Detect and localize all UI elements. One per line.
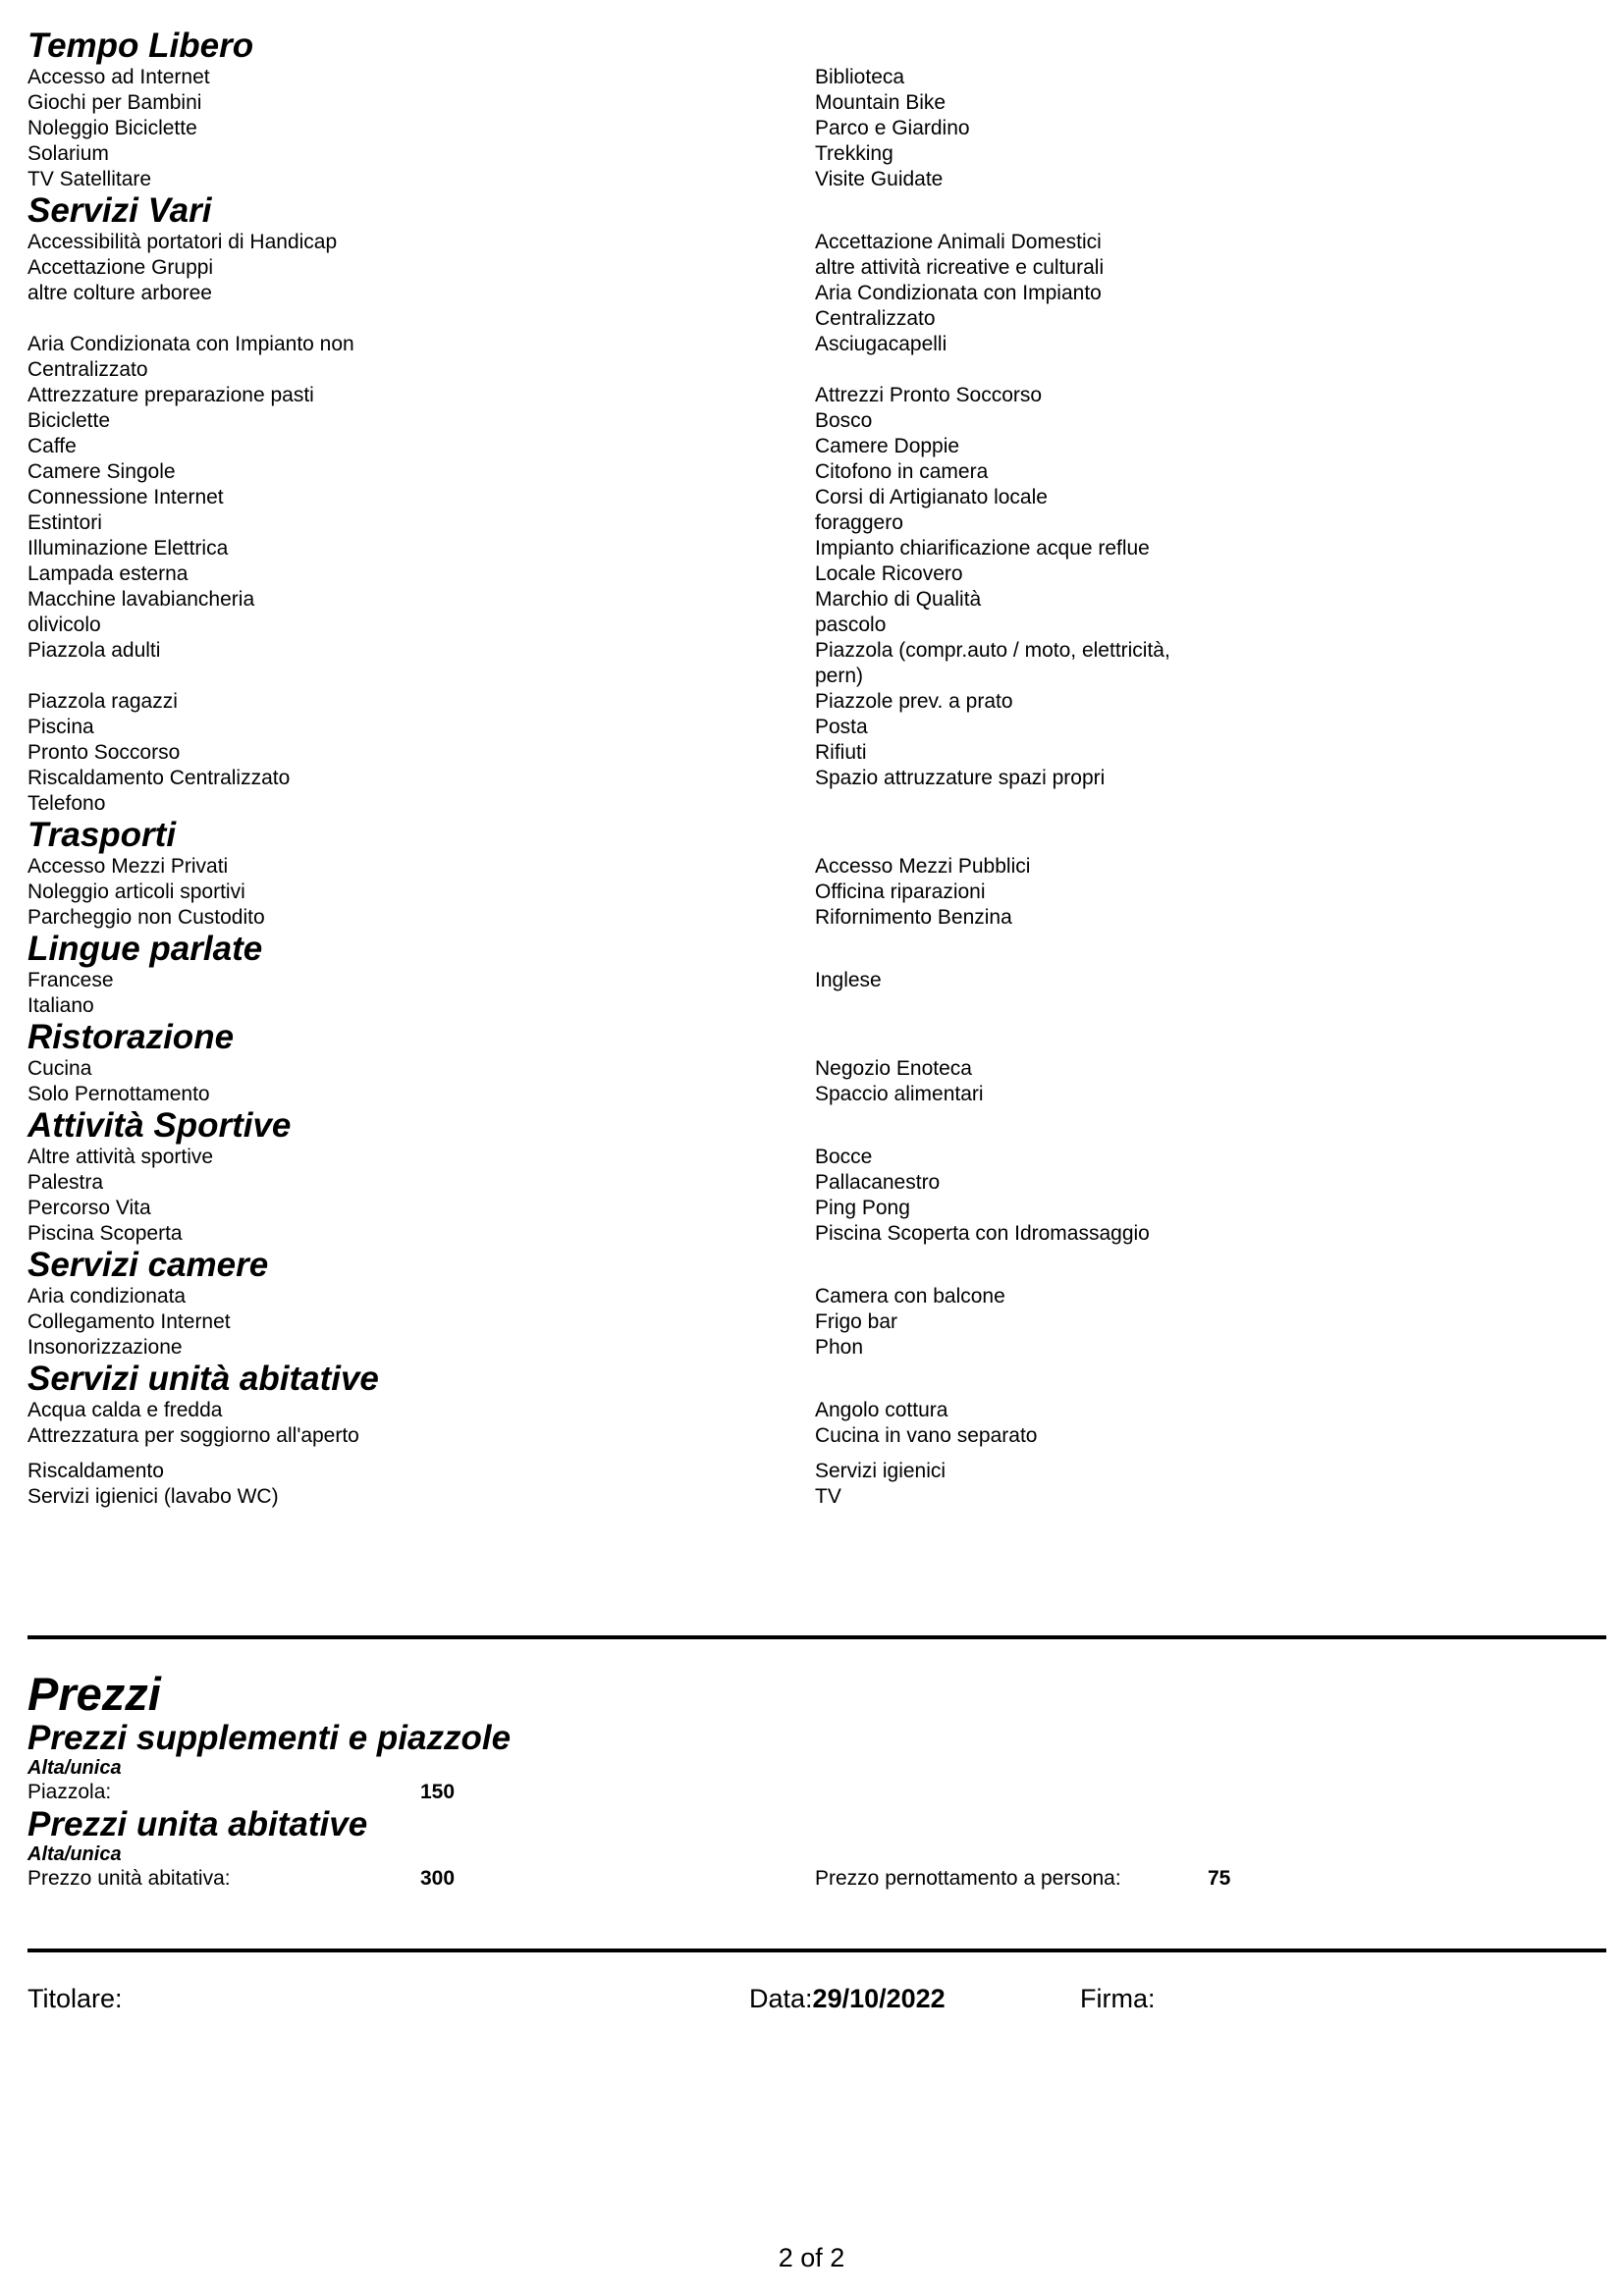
amenity-item: olivicolo: [27, 614, 101, 636]
amenity-row: [27, 230, 1606, 255]
amenity-item: altre attività ricreative e culturali: [815, 256, 1105, 279]
section-title: Servizi Vari: [27, 191, 212, 230]
amenity-item: Bocce: [815, 1146, 873, 1168]
amenity-row: [27, 485, 1606, 510]
amenity-item: Parcheggio non Custodito: [27, 906, 265, 929]
amenity-item: Servizi igienici (lavabo WC): [27, 1485, 279, 1508]
amenity-item: Camere Doppie: [815, 435, 960, 457]
amenity-item: Giochi per Bambini: [27, 91, 202, 114]
amenity-item: Spaccio alimentari: [815, 1083, 984, 1105]
amenity-item: Phon: [815, 1336, 864, 1359]
amenity-item: Francese: [27, 969, 114, 991]
amenity-item: Inglese: [815, 969, 882, 991]
amenity-item: Locale Ricovero: [815, 562, 963, 585]
amenity-item: Spazio attruzzature spazi propri: [815, 767, 1106, 789]
amenity-item: Riscaldamento Centralizzato: [27, 767, 291, 789]
supplements-title: Prezzi supplementi e piazzole: [27, 1719, 512, 1757]
amenity-item: Aria Condizionata con Impianto non Centralizzato: [27, 333, 354, 381]
amenity-item: Connessione Internet: [27, 486, 224, 508]
amenity-item: Ping Pong: [815, 1197, 910, 1219]
unit-price-label: Prezzo unità abitativa:: [27, 1867, 231, 1890]
amenity-item: Collegamento Internet: [27, 1310, 231, 1333]
amenity-row: [27, 1449, 1606, 1459]
section-title: Trasporti: [27, 816, 177, 854]
per-person-value: 75: [1208, 1867, 1231, 1890]
amenity-item: Citofono in camera: [815, 460, 989, 483]
amenity-item: Accesso Mezzi Pubblici: [815, 855, 1031, 878]
amenity-row: [27, 536, 1606, 561]
amenity-item: Telefono: [27, 792, 106, 815]
supplements-row: [27, 1779, 1606, 1806]
owner-label: Titolare:: [27, 1984, 123, 2013]
amenity-row: [27, 1423, 1606, 1449]
amenity-row: [27, 408, 1606, 434]
amenity-item: Caffe: [27, 435, 77, 457]
amenity-row: [27, 459, 1606, 485]
date-value: 29/10/2022: [812, 1984, 946, 2013]
amenity-item: Marchio di Qualità: [815, 588, 982, 611]
amenity-row: [27, 689, 1606, 715]
amenity-item: Solarium: [27, 142, 109, 165]
amenity-row: [27, 167, 1606, 192]
amenity-item: Attrezzatura per soggiorno all'aperto: [27, 1424, 359, 1447]
amenity-row: [27, 993, 1606, 1019]
amenity-row: [27, 281, 1606, 332]
amenity-row: [27, 1221, 1606, 1247]
amenity-item: Lampada esterna: [27, 562, 189, 585]
amenity-item: Riscaldamento: [27, 1460, 164, 1482]
amenity-row: [27, 434, 1606, 459]
unit-price-value: 300: [420, 1867, 456, 1890]
divider-top: [27, 1635, 1606, 1639]
amenity-item: Insonorizzazione: [27, 1336, 183, 1359]
amenity-row: [27, 332, 1606, 383]
units-title: Prezzi unita abitative: [27, 1805, 368, 1843]
amenity-item: Mountain Bike: [815, 91, 947, 114]
amenity-item: Piscina: [27, 716, 94, 738]
amenity-item: Trekking: [815, 142, 893, 165]
amenity-item: Percorso Vita: [27, 1197, 151, 1219]
amenity-item: Accesso ad Internet: [27, 66, 210, 88]
amenity-item: [815, 791, 1208, 817]
amenity-row: [27, 1056, 1606, 1082]
amenity-item: Italiano: [27, 994, 94, 1017]
amenity-item: Accessibilità portatori di Handicap: [27, 231, 338, 253]
amenity-row: [27, 854, 1606, 880]
supplements-season: Alta/unica: [27, 1757, 122, 1779]
amenity-item: Pronto Soccorso: [27, 741, 181, 764]
amenity-row: [27, 561, 1606, 587]
signature-label: Firma:: [1080, 1984, 1156, 2013]
amenity-item: Estintori: [27, 511, 102, 534]
section-title: Tempo Libero: [27, 27, 254, 65]
amenity-item: Bosco: [815, 409, 873, 432]
amenity-item: Piazzola ragazzi: [27, 690, 178, 713]
date-label: Data:: [749, 1984, 813, 2013]
amenity-item: Cucina: [27, 1057, 92, 1080]
amenity-item: [815, 993, 1208, 1019]
pitch-value: 150: [420, 1781, 456, 1803]
amenity-item: Rifornimento Benzina: [815, 906, 1012, 929]
amenity-item: Piazzola (compr.auto / moto, elettricità, pern): [815, 639, 1170, 687]
amenity-row: [27, 1082, 1606, 1107]
amenity-row: [27, 255, 1606, 281]
section-title: Servizi unità abitative: [27, 1360, 379, 1398]
amenity-item: Noleggio articoli sportivi: [27, 881, 245, 903]
amenity-item: Posta: [815, 716, 868, 738]
amenity-item: Accettazione Gruppi: [27, 256, 214, 279]
amenity-item: Aria condizionata: [27, 1285, 187, 1308]
amenity-item: Asciugacapelli: [815, 333, 947, 355]
amenity-row: [27, 740, 1606, 766]
amenity-row: [27, 1145, 1606, 1170]
amenity-row: [27, 880, 1606, 905]
amenity-item: Attrezzi Pronto Soccorso: [815, 384, 1043, 406]
amenity-row: [27, 116, 1606, 141]
section-title: Ristorazione: [27, 1018, 235, 1056]
amenity-item: Piscina Scoperta: [27, 1222, 183, 1245]
amenity-item: Solo Pernottamento: [27, 1083, 210, 1105]
amenity-row: [27, 587, 1606, 613]
amenity-row: [27, 141, 1606, 167]
amenity-row: [27, 1459, 1606, 1484]
amenity-item: Piazzola adulti: [27, 639, 161, 662]
amenity-item: TV Satellitare: [27, 168, 152, 190]
amenity-row: [27, 791, 1606, 817]
amenity-item: Visite Guidate: [815, 168, 944, 190]
prices-section: [27, 1669, 1606, 1893]
amenity-item: altre colture arboree: [27, 282, 212, 304]
amenity-item: Pallacanestro: [815, 1171, 941, 1194]
amenity-row: [27, 1484, 1606, 1510]
pitch-label: Piazzola:: [27, 1781, 112, 1803]
amenity-row: [27, 968, 1606, 993]
amenity-item: Macchine lavabiancheria: [27, 588, 255, 611]
amenity-item: Palestra: [27, 1171, 104, 1194]
amenity-item: Officina riparazioni: [815, 881, 986, 903]
amenity-item: Parco e Giardino: [815, 117, 970, 139]
amenity-row: [27, 90, 1606, 116]
amenity-item: Acqua calda e fredda: [27, 1399, 223, 1421]
page-number: 2 of 2: [778, 2243, 845, 2272]
amenity-item: pascolo: [815, 614, 887, 636]
amenity-row: [27, 613, 1606, 638]
section-title: Attività Sportive: [27, 1106, 292, 1145]
amenity-row: [27, 766, 1606, 791]
divider-bottom: [27, 1949, 1606, 1952]
amenity-item: Illuminazione Elettrica: [27, 537, 229, 560]
amenity-item: Frigo bar: [815, 1310, 898, 1333]
amenity-item: Biblioteca: [815, 66, 905, 88]
amenity-row: [27, 905, 1606, 931]
per-person-label: Prezzo pernottamento a persona:: [815, 1867, 1121, 1890]
units-row: [27, 1865, 1606, 1893]
amenity-row: [27, 65, 1606, 90]
amenity-item: Piscina Scoperta con Idromassaggio: [815, 1222, 1150, 1245]
amenity-item: Camera con balcone: [815, 1285, 1005, 1308]
amenities-list: [27, 27, 1606, 1510]
amenity-item: Cucina in vano separato: [815, 1424, 1038, 1447]
units-season: Alta/unica: [27, 1843, 122, 1865]
prices-title: Prezzi: [27, 1668, 161, 1720]
section-title: Servizi camere: [27, 1246, 269, 1284]
amenity-row: [27, 1196, 1606, 1221]
amenity-item: Servizi igienici: [815, 1460, 947, 1482]
amenity-row: [27, 1398, 1606, 1423]
amenity-item: Negozio Enoteca: [815, 1057, 972, 1080]
amenity-item: Angolo cottura: [815, 1399, 948, 1421]
amenity-item: Noleggio Biciclette: [27, 117, 197, 139]
amenity-row: [27, 1309, 1606, 1335]
amenity-item: Accesso Mezzi Privati: [27, 855, 229, 878]
amenity-row: [27, 1335, 1606, 1361]
amenity-item: Camere Singole: [27, 460, 176, 483]
amenity-item: TV: [815, 1485, 841, 1508]
amenity-row: [27, 383, 1606, 408]
amenity-item: Impianto chiarificazione acque reflue: [815, 537, 1150, 560]
amenity-item: Piazzole prev. a prato: [815, 690, 1013, 713]
amenity-row: [27, 1170, 1606, 1196]
amenity-item: Attrezzature preparazione pasti: [27, 384, 314, 406]
amenity-item: Biciclette: [27, 409, 111, 432]
amenity-item: Accettazione Animali Domestici: [815, 231, 1102, 253]
amenity-row: [27, 510, 1606, 536]
amenity-row: [27, 638, 1606, 689]
section-title: Lingue parlate: [27, 930, 263, 968]
amenity-row: [27, 1284, 1606, 1309]
amenity-item: Rifiuti: [815, 741, 867, 764]
amenity-item: Corsi di Artigianato locale: [815, 486, 1048, 508]
date-field: [749, 1982, 946, 2015]
amenity-item: Aria Condizionata con Impianto Centralizzato: [815, 282, 1102, 330]
amenity-item: Altre attività sportive: [27, 1146, 214, 1168]
amenity-item: foraggero: [815, 511, 903, 534]
amenity-row: [27, 715, 1606, 740]
